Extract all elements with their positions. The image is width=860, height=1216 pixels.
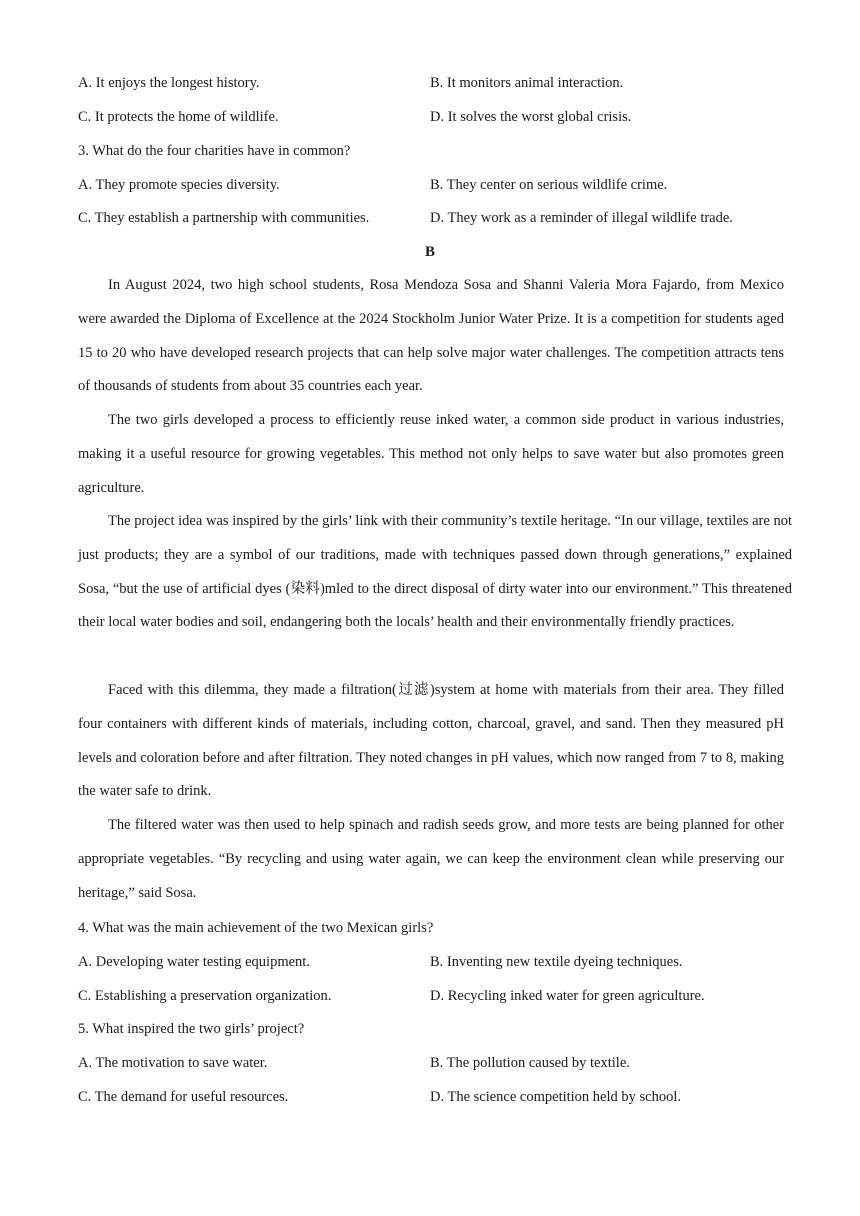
q3-option-b: B. They center on serious wildlife crime. bbox=[430, 177, 668, 193]
q4-option-a: A. Developing water testing equipment. bbox=[78, 954, 310, 970]
passage-paragraph-5: The filtered water was then used to help spinach and radish seeds grow, and more tests are being planned for other appropriate vegetables. “By recycling and using water again, we can keep the environment clean while preserving our heritage,” said Sosa. bbox=[78, 817, 784, 901]
passage-paragraph-3: The project idea was inspired by the girls’ link with their community’s textile heritage. “In our village, textiles are not just products; they are a symbol of our traditions, made with techniques passed down through generations,” explained Sosa, “but the use of artificial dyes (染料)mled to the direct disposal of dirty water into our environment.” This threatened their local water bodies and soil, endangering both the locals’ health and their environmentally friendly practices. bbox=[78, 513, 792, 631]
passage-paragraph-1: In August 2024, two high school students, Rosa Mendoza Sosa and Shanni Valeria Mora Fajardo, from Mexico were awarded the Diploma of Excellence at the 2024 Stockholm Junior Water Prize. It is a competition for students aged 15 to 20 who have developed research projects that can help solve major water challenges. The competition attracts tens of thousands of students from about 35 countries each year. bbox=[78, 277, 784, 395]
q2-option-b: B. It monitors animal interaction. bbox=[430, 75, 624, 91]
q2-option-c: C. It protects the home of wildlife. bbox=[78, 109, 279, 125]
section-heading: B bbox=[424, 244, 435, 260]
q4-option-b: B. Inventing new textile dyeing techniques. bbox=[430, 954, 683, 970]
q5-option-a: A. The motivation to save water. bbox=[78, 1055, 268, 1071]
q5-option-b: B. The pollution caused by textile. bbox=[430, 1055, 630, 1071]
q4-option-d: D. Recycling inked water for green agriculture. bbox=[430, 988, 705, 1004]
passage-paragraph-2: The two girls developed a process to efficiently reuse inked water, a common side product in various industries, making it a useful resource for growing vegetables. This method not only helps to save water but also promotes green agriculture. bbox=[78, 412, 784, 496]
q5-stem: 5. What inspired the two girls’ project? bbox=[78, 1021, 305, 1037]
q3-option-d: D. They work as a reminder of illegal wildlife trade. bbox=[430, 210, 733, 226]
q3-stem: 3. What do the four charities have in common? bbox=[78, 143, 351, 159]
q5-option-c: C. The demand for useful resources. bbox=[78, 1089, 289, 1105]
q4-option-c: C. Establishing a preservation organization. bbox=[78, 988, 332, 1004]
q4-stem: 4. What was the main achievement of the two Mexican girls? bbox=[78, 920, 434, 936]
q5-option-d: D. The science competition held by school. bbox=[430, 1089, 682, 1105]
q2-option-d: D. It solves the worst global crisis. bbox=[430, 109, 632, 125]
q3-option-c: C. They establish a partnership with communities. bbox=[78, 210, 370, 226]
q2-option-a: A. It enjoys the longest history. bbox=[78, 75, 260, 91]
passage-paragraph-4: Faced with this dilemma, they made a filtration(过滤)system at home with materials from their area. They filled four containers with different kinds of materials, including cotton, charcoal, gravel, and sand. Then they measured pH levels and coloration before and after filtration. They noted changes in pH values, which now ranged from 7 to 8, making the water safe to drink. bbox=[78, 682, 784, 800]
q3-option-a: A. They promote species diversity. bbox=[78, 177, 280, 193]
